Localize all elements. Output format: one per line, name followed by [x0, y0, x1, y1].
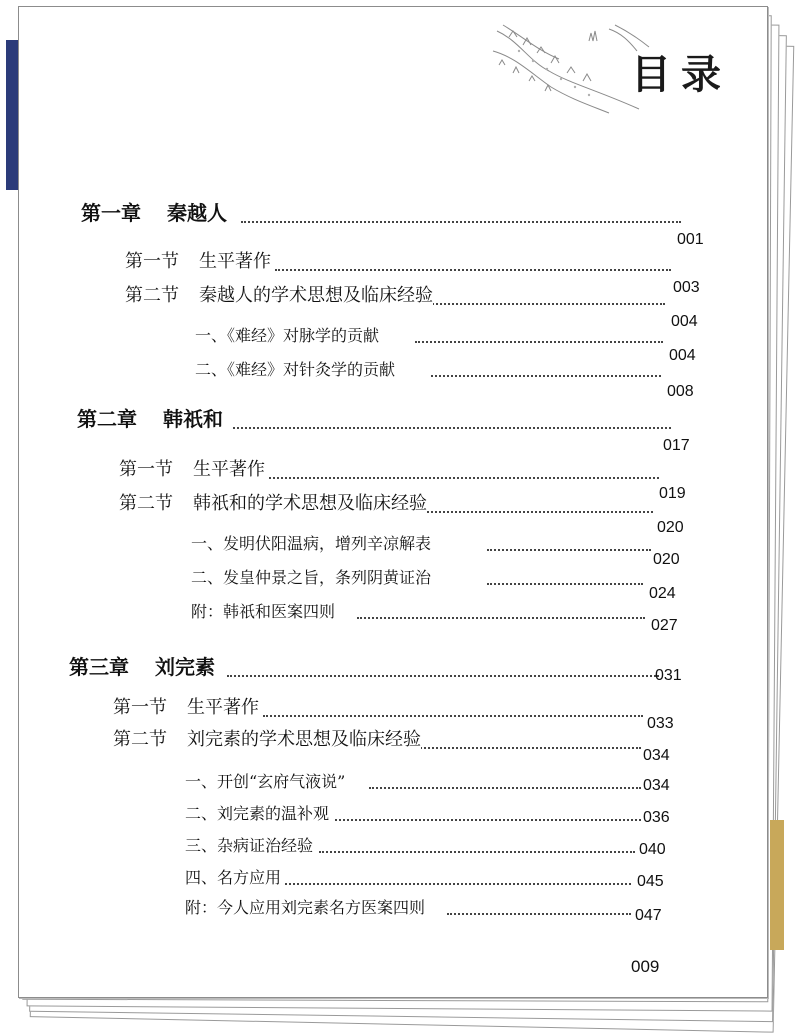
- subsection-title: 一、《难经》对脉学的贡献: [195, 323, 379, 346]
- subsection-title: 二、发皇仲景之旨，条列阴黄证治: [191, 565, 431, 588]
- table-of-contents: [19, 7, 767, 997]
- page-title: 目录: [631, 52, 731, 98]
- chapter-title: 刘完素: [155, 655, 215, 679]
- subsection-title: 一、开创“玄府气液说”: [185, 769, 345, 792]
- section-label: 第一节: [119, 459, 173, 480]
- toc-page-number: 004: [671, 313, 698, 330]
- toc-page-number: 020: [653, 551, 680, 568]
- book-edge-yellow: [770, 820, 784, 950]
- chapter-title: 秦越人: [167, 201, 227, 225]
- toc-page-number: 031: [655, 667, 682, 684]
- toc-page-number: 034: [643, 747, 670, 764]
- section-title: 韩祇和的学术思想及临床经验: [193, 493, 427, 514]
- toc-subsection[interactable]: [195, 357, 694, 400]
- toc-page-number: 003: [673, 279, 700, 296]
- toc-subsection[interactable]: [191, 531, 680, 568]
- section-label: 第二节: [125, 285, 179, 306]
- section-title: 生平著作: [199, 251, 271, 272]
- toc-page-number: 020: [657, 519, 684, 536]
- section-label: 第二节: [113, 729, 167, 750]
- subsection-title: 附：今人应用刘完素名方医案四则: [185, 895, 425, 918]
- toc-page-number: 027: [651, 617, 678, 634]
- toc-page-number: 045: [637, 873, 664, 890]
- toc-subsection[interactable]: [195, 323, 696, 364]
- toc-page-number: 019: [659, 485, 686, 502]
- toc-subsection[interactable]: [185, 801, 670, 831]
- toc-page-number: 004: [669, 347, 696, 364]
- toc-chapter-2[interactable]: [77, 403, 671, 433]
- toc-page-number: 008: [667, 383, 694, 400]
- toc-chapter-1[interactable]: [81, 197, 681, 227]
- toc-subsection[interactable]: [185, 833, 666, 863]
- section-title: 刘完素的学术思想及临床经验: [187, 729, 421, 750]
- toc-page-number: 024: [649, 585, 676, 602]
- toc-subsection[interactable]: [185, 865, 664, 895]
- subsection-title: 四、名方应用: [185, 865, 281, 888]
- toc-section[interactable]: [113, 693, 674, 732]
- section-label: 第二节: [119, 493, 173, 514]
- toc-subsection[interactable]: [191, 599, 678, 634]
- chapter-label: 第一章: [81, 201, 141, 225]
- toc-page-number: 033: [647, 715, 674, 732]
- toc-subsection[interactable]: [185, 769, 670, 799]
- subsection-title: 二、《难经》对针灸学的贡献: [195, 357, 395, 380]
- section-title: 生平著作: [193, 459, 265, 480]
- section-label: 第一节: [125, 251, 179, 272]
- toc-section[interactable]: [119, 455, 686, 502]
- toc-page-number: 001: [677, 231, 704, 248]
- toc-page: [18, 6, 768, 998]
- chapter-title: 韩祇和: [163, 407, 223, 431]
- section-label: 第一节: [113, 697, 167, 718]
- subsection-title: 一、发明伏阳温病，增列辛凉解表: [191, 531, 431, 554]
- toc-page-number: 034: [643, 777, 670, 794]
- toc-subsection[interactable]: [185, 895, 662, 925]
- toc-subsection[interactable]: [191, 565, 676, 602]
- subsection-title: 三、杂病证治经验: [185, 833, 313, 856]
- chapter-label: 第三章: [69, 655, 129, 679]
- toc-page-number: 036: [643, 809, 670, 826]
- subsection-title: 附：韩祇和医案四则: [191, 599, 335, 622]
- subsection-title: 二、刘完素的温补观: [185, 801, 329, 824]
- toc-section[interactable]: [113, 725, 670, 764]
- toc-page-number: 017: [663, 437, 690, 454]
- page-number: 009: [631, 957, 660, 976]
- chapter-label: 第二章: [77, 407, 137, 431]
- section-title: 秦越人的学术思想及临床经验: [199, 285, 433, 306]
- toc-page-number: 047: [635, 907, 662, 924]
- toc-page-number: 040: [639, 841, 666, 858]
- section-title: 生平著作: [187, 697, 259, 718]
- toc-chapter-3[interactable]: [69, 651, 659, 681]
